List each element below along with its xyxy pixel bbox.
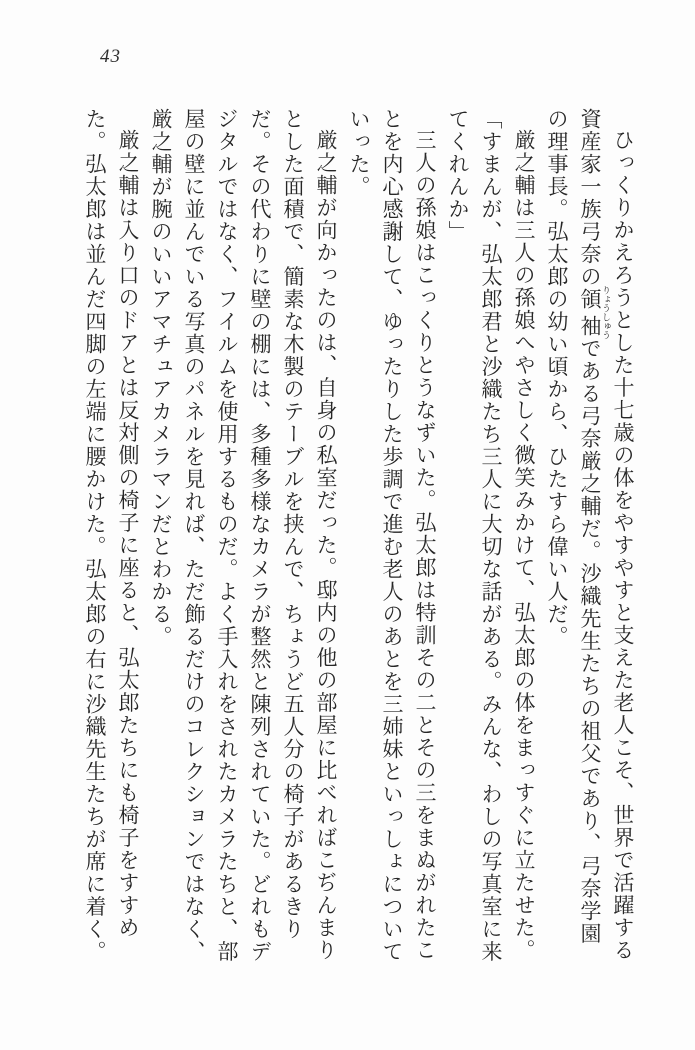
paragraph: 「すまんが、弘太郎君と沙織たち三人に大切な話がある。みんな、わしの写真室に来てくれんか」 xyxy=(446,108,503,963)
page-text xyxy=(78,108,639,966)
paragraph: 三人の孫娘はこっくりとうなずいた。弘太郎は特訓その二とその三をまぬがれたことを内心感謝して、ゆったりした歩調で進む老人のあとを三姉妹といっしょについていった。 xyxy=(347,108,437,963)
ruby-annotated-word: 領袖 りょうしゅう xyxy=(578,285,611,340)
paragraph: 厳之輔は三人の孫娘へやさしく微笑みかけて、弘太郎の体をまっすぐに立たせた。 xyxy=(512,129,536,962)
furigana: りょうしゅう xyxy=(601,285,611,340)
paragraph: 厳之輔は入り口のドアとは反対側の椅子に座ると、弘太郎たちにも椅子をすすめた。弘太郎は並んだ四脚の左端に腰かけた。弘太郎の右に沙織先生たちが席に着く。 xyxy=(83,108,140,963)
paragraph: 厳之輔が向かったのは、自身の私室だった。邸内の他の部屋に比べればこぢんまりとした面積で、簡素な木製のテーブルを挟んで、ちょうど五人分の椅子があるきりだ。その代わりに壁の棚には、多種多様なカメラが整然と陳列されていた。どれもデジタルではなく、フイルムを使用するものだ。よく手入れをされたカメラたちと、部屋の壁に並んでいる写真のパネルを見れば、ただ飾るだけのコレクションではなく、厳之輔が腕のいいアマチュアカメラマンだとわかる。 xyxy=(149,108,338,963)
page-number: 43 xyxy=(100,46,121,67)
paragraph: ひっくりかえろうとした十七歳の体をやすやすと支えた老人こそ、世界で活躍する資産家一族弓奈の領袖 りょうしゅうである弓奈厳之輔だ。沙織先生たちの祖父であり、弓奈学園の理事長。弘太郎の幼い頃から、ひたすら偉い人だ。 xyxy=(545,108,635,962)
